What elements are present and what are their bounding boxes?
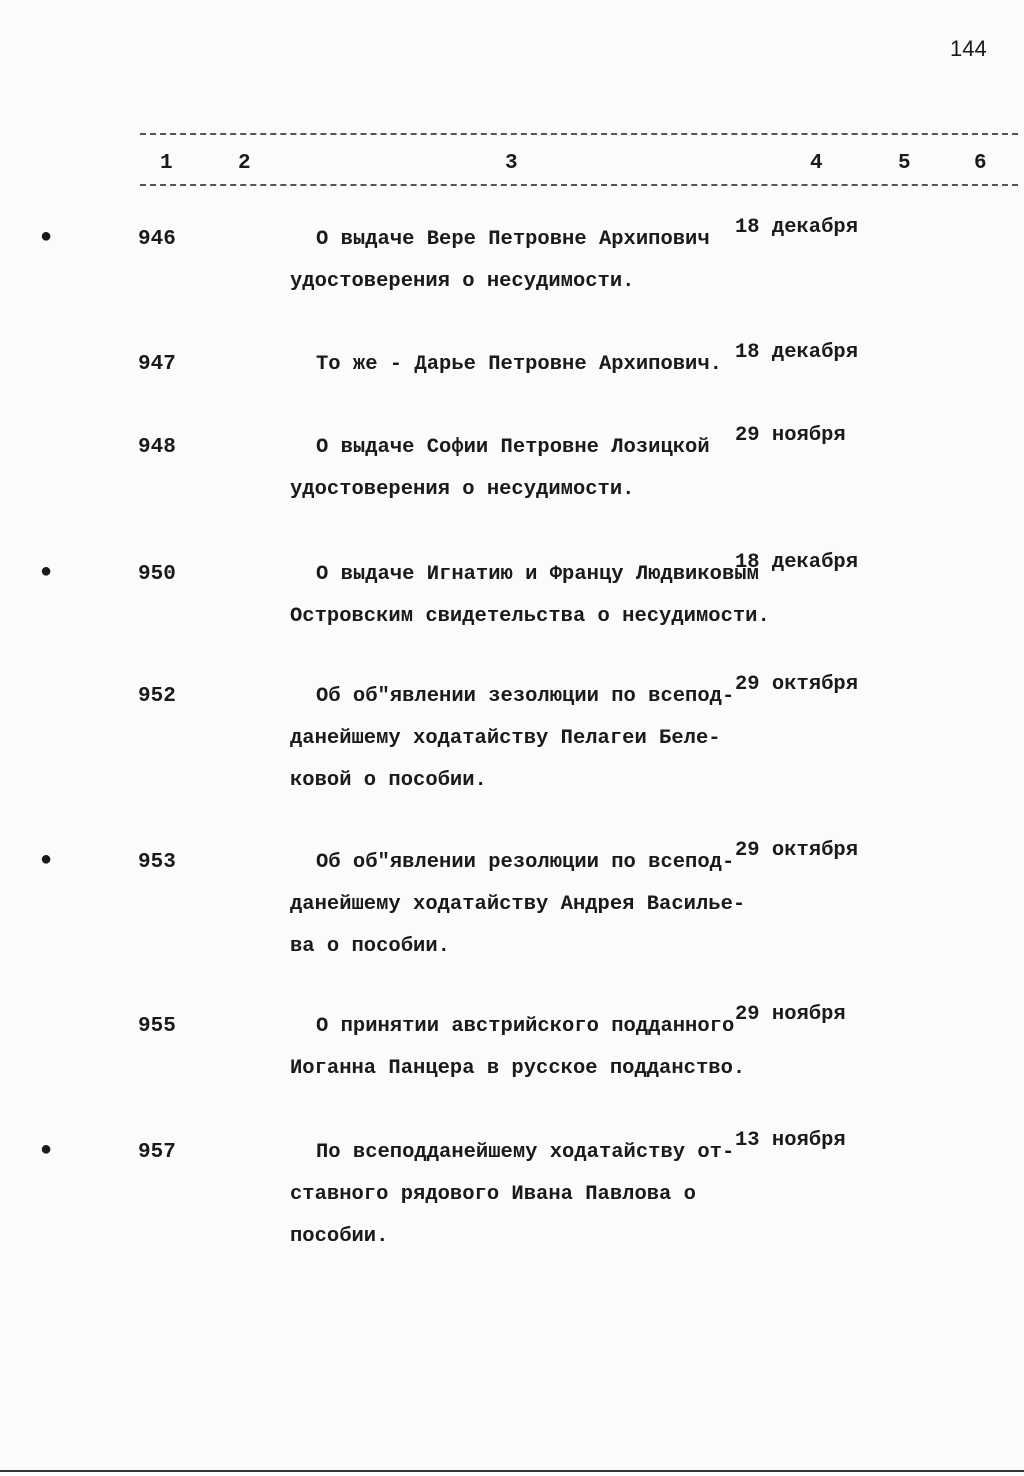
entry-number: 947 <box>138 353 176 376</box>
entry-text-line: ва о пособии. <box>290 935 450 958</box>
entry-date: 18 декабря <box>735 551 859 574</box>
entry-text-line: ставного рядового Ивана Павлова о <box>290 1183 696 1206</box>
entry-text-line: О выдаче Вере Петровне Архипович <box>316 228 710 251</box>
entry-text-line: удостоверения о несудимости. <box>290 270 635 293</box>
column-header-5: 5 <box>898 152 911 175</box>
bullet-mark-icon: ● <box>40 561 53 584</box>
column-header-6: 6 <box>974 152 987 175</box>
entry-text <box>290 554 770 638</box>
entry-text-line: То же - Дарье Петровне Архипович. <box>316 353 722 376</box>
entry-date: 29 ноября <box>735 424 846 447</box>
bullet-mark-icon: ● <box>40 226 53 249</box>
entry-text <box>290 1132 734 1258</box>
entry-text <box>290 427 710 511</box>
bullet-mark-icon: ● <box>40 849 53 872</box>
entry-number: 948 <box>138 436 176 459</box>
entry-text-line: О принятии австрийского подданного <box>316 1015 735 1038</box>
column-header-3: 3 <box>505 152 518 175</box>
entry-text <box>290 219 710 303</box>
bullet-mark-icon: ● <box>40 1139 53 1162</box>
entry-text-line: удостоверения о несудимости. <box>290 478 635 501</box>
entry-date: 29 октября <box>735 839 859 862</box>
column-header-2: 2 <box>238 152 251 175</box>
column-header-1: 1 <box>160 152 173 175</box>
entry-text-line: данейшему ходатайству Андрея Васильe- <box>290 893 746 916</box>
entry-text-line: данейшему ходатайству Пелагеи Беле- <box>290 727 721 750</box>
entry-number: 953 <box>138 851 176 874</box>
entry-text <box>290 676 734 802</box>
entry-text-line: Об об"явлении резолюции по всепод- <box>316 851 735 874</box>
entry-text <box>290 842 745 968</box>
entry-text-line: По всеподданейшему ходатайству от- <box>316 1141 735 1164</box>
column-header-4: 4 <box>810 152 823 175</box>
entry-text-line: О выдаче Софии Петровне Лозицкой <box>316 436 710 459</box>
entry-number: 952 <box>138 685 176 708</box>
entry-text-line: ковой о пособии. <box>290 769 487 792</box>
bottom-rule <box>0 1470 1024 1472</box>
table-top-rule <box>140 133 1018 135</box>
entry-text-line: пособии. <box>290 1225 389 1248</box>
entry-number: 957 <box>138 1141 176 1164</box>
entry-date: 18 декабря <box>735 341 859 364</box>
entry-number: 950 <box>138 563 176 586</box>
entry-text-line: Островским свидетельства о несудимости. <box>290 605 770 628</box>
table-header-rule <box>140 184 1018 186</box>
entry-number: 946 <box>138 228 176 251</box>
entry-date: 18 декабря <box>735 216 859 239</box>
entry-date: 29 октября <box>735 673 859 696</box>
entry-date: 13 ноября <box>735 1129 846 1152</box>
entry-text <box>290 1006 745 1090</box>
entry-number: 955 <box>138 1015 176 1038</box>
page-number: 144 <box>950 36 987 61</box>
entry-text <box>290 344 722 386</box>
entry-text-line: Об об"явлении зезолюции по всепод- <box>316 685 735 708</box>
entry-date: 29 ноября <box>735 1003 846 1026</box>
entry-text-line: Иоганна Панцера в русское подданство. <box>290 1057 746 1080</box>
entry-text-line: О выдаче Игнатию и Францу Людвиковым <box>316 563 759 586</box>
